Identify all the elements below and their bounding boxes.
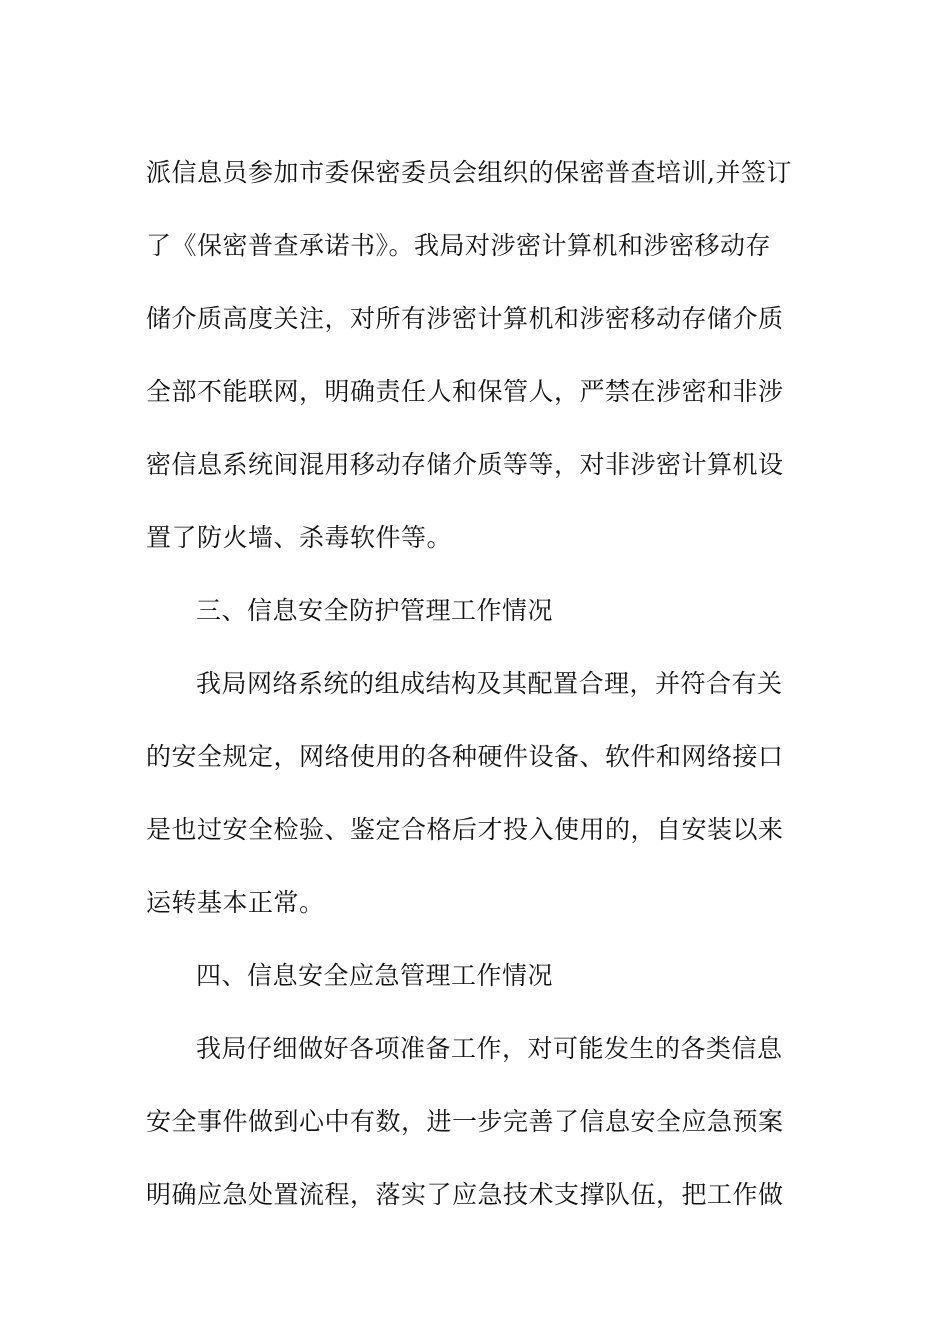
body-text-line: 是也过安全检验、鉴定合格后才投入使用的，自安装以来	[146, 815, 784, 844]
body-text-line: 明确应急处置流程，落实了应急技术支撑队伍，把工作做	[146, 1180, 784, 1209]
section-heading: 四、信息安全应急管理工作情况	[196, 961, 554, 990]
section-heading: 三、信息安全防护管理工作情况	[196, 596, 554, 625]
body-text-line: 全部不能联网，明确责任人和保管人，严禁在涉密和非涉	[146, 377, 784, 406]
body-text-line: 的安全规定，网络使用的各种硬件设备、软件和网络接口	[146, 742, 784, 771]
body-text-line: 密信息系统间混用移动存储介质等等，对非涉密计算机设	[146, 450, 784, 479]
document-body	[146, 136, 806, 1231]
body-text-line: 安全事件做到心中有数，进一步完善了信息安全应急预案	[146, 1107, 784, 1136]
body-text-line: 了《保密普查承诺书》。我局对涉密计算机和涉密移动存	[146, 231, 772, 260]
body-text-line: 储介质高度关注，对所有涉密计算机和涉密移动存储介质	[146, 304, 784, 333]
body-text-line: 运转基本正常。	[146, 888, 325, 917]
paragraph-first-line: 我局网络系统的组成结构及其配置合理，并符合有关	[196, 669, 783, 698]
body-text-line: 置了防火墙、杀毒软件等。	[146, 523, 453, 552]
body-text-line: 派信息员参加市委保密委员会组织的保密普查培训,并签订	[146, 158, 792, 187]
paragraph-first-line: 我局仔细做好各项准备工作，对可能发生的各类信息	[196, 1034, 783, 1063]
